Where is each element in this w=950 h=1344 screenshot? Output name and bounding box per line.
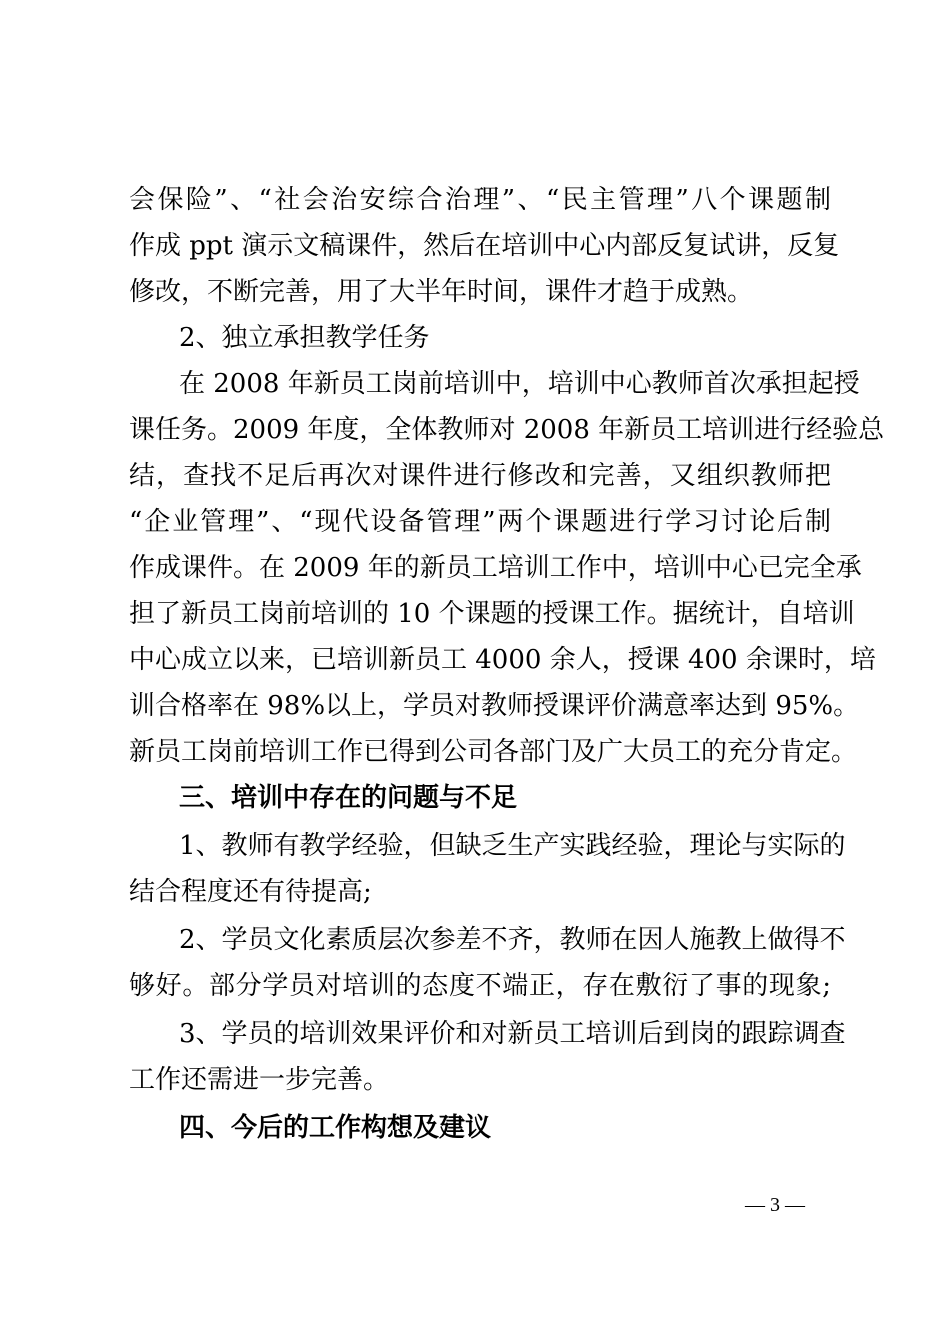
- body-text-line: 课任务。2009 年度，全体教师对 2008 年新员工培训进行经验总: [129, 415, 885, 445]
- body-text-line: 2、学员文化素质层次参差不齐，教师在因人施教上做得不: [179, 925, 846, 955]
- body-text-line: 会保险”、“社会治安综合治理”、“民主管理”八个课题制: [129, 185, 831, 215]
- body-text-line: 结合程度还有待提高;: [129, 877, 372, 907]
- body-text-line: 修改，不断完善，用了大半年时间，课件才趋于成熟。: [129, 277, 754, 307]
- body-text-line: 够好。部分学员对培训的态度不端正，存在敷衍了事的现象;: [129, 971, 831, 1001]
- section-heading: 三、培训中存在的问题与不足: [179, 783, 518, 813]
- section-heading: 四、今后的工作构想及建议: [179, 1113, 492, 1143]
- body-text-line: 新员工岗前培训工作已得到公司各部门及广大员工的充分肯定。: [129, 737, 858, 767]
- body-text-line: 作成课件。在 2009 年的新员工培训工作中，培训中心已完全承: [129, 553, 862, 583]
- subheading: 2、独立承担教学任务: [179, 323, 430, 353]
- body-text-line: 担了新员工岗前培训的 10 个课题的授课工作。据统计，自培训: [129, 599, 855, 629]
- page-number: — 3 —: [745, 1194, 805, 1216]
- body-text-line: 结，查找不足后再次对课件进行修改和完善，又组织教师把: [129, 461, 831, 491]
- body-text-line: 作成 ppt 演示文稿课件，然后在培训中心内部反复试讲，反复: [129, 231, 840, 261]
- body-text-line: 训合格率在 98%以上，学员对教师授课评价满意率达到 95%。: [129, 691, 860, 721]
- body-text-line: 1、教师有教学经验，但缺乏生产实践经验，理论与实际的: [179, 831, 846, 861]
- body-text-line: 3、学员的培训效果评价和对新员工培训后到岗的跟踪调查: [179, 1019, 846, 1049]
- body-text-line: “企业管理”、“现代设备管理”两个课题进行学习讨论后制: [129, 507, 831, 537]
- body-text-line: 工作还需进一步完善。: [129, 1065, 390, 1095]
- body-text-line: 中心成立以来，已培训新员工 4000 余人，授课 400 余课时，培: [129, 645, 876, 675]
- body-text-line: 在 2008 年新员工岗前培训中，培训中心教师首次承担起授: [179, 369, 860, 399]
